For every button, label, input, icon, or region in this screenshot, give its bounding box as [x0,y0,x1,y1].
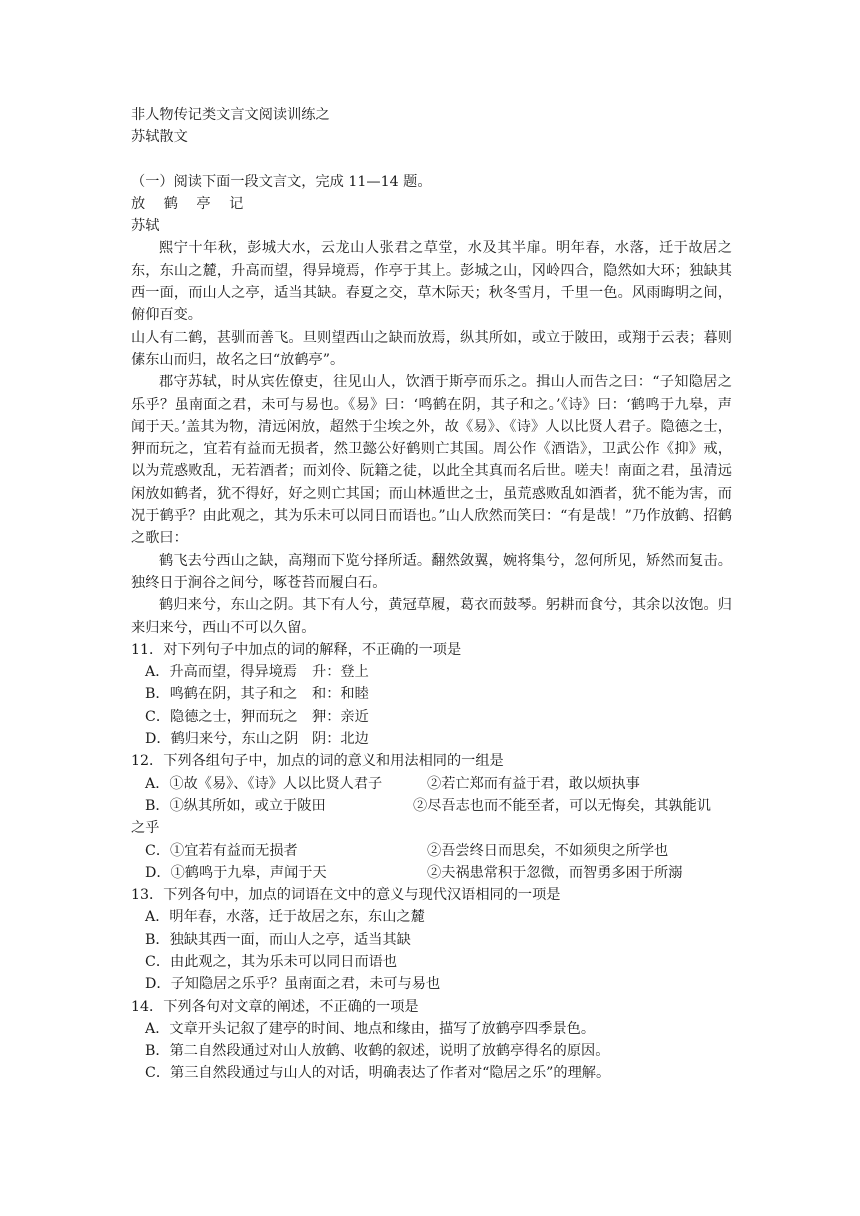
option-first: D．①鹤鸣于九皋，声闻于天 [145,864,327,881]
question-14-option-b: B．第二自然段通过对山人放鹤、收鹤的叙述，说明了放鹤亭得名的原因。 [145,1043,610,1060]
question-14-option-c: C．第三自然段通过与山人的对话，明确表达了作者对“隐居之乐”的理解。 [145,1065,611,1082]
option-gloss: 升：登上 [312,664,369,681]
option-second: ②夫祸患常积于忽微，而智勇多困于所溺 [427,864,683,881]
option-sentence: B．鸣鹤在阴，其子和之 [145,686,298,703]
question-14-option-a: A．文章开头记叙了建亭的时间、地点和缘由，描写了放鹤亭四季景色。 [145,1020,596,1037]
question-11-option-c [131,706,732,728]
essay-title: 放 鹤 亭 记 [131,195,251,212]
option-sentence: D．鹤归来兮，东山之阴 [145,731,299,748]
passage-paragraph-4: 鹤飞去兮西山之缺，高翔而下览兮择所适。翻然敛翼，婉将集兮，忽何所见，矫然而复击。独终日于涧谷之间兮，啄苍苔而履白石。 [131,552,732,591]
option-second: ②若亡郑而有益于君，敢以烦执事 [427,775,640,792]
document-title-line1: 非人物传记类文言文阅读训练之 [131,107,330,123]
question-11-stem: 11．对下列句子中加点的词的解释，不正确的一项是 [131,641,462,658]
question-13-option-a: A．明年春，水落，迁于故居之东，东山之麓 [145,909,425,926]
passage-paragraph-5: 鹤归来兮，东山之阴。其下有人兮，黄冠草履，葛衣而鼓琴。躬耕而食兮，其余以汝饱。归来归来兮，西山不可以久留。 [131,597,732,636]
question-13-option-c: C．由此观之，其为乐未可以同日而语也 [145,953,398,970]
document-title-line2: 苏轼散文 [131,129,188,146]
essay-author: 苏轼 [131,218,160,235]
passage-paragraph-3: 郡守苏轼，时从宾佐僚吏，往见山人，饮酒于斯亭而乐之。揖山人而告之曰：“子知隐居之乐乎？虽南面之君，未可与易也。《易》曰：‘鸣鹤在阴，其子和之。’《诗》曰：‘鹤鸣于九皋，声闻于天。’盖其为物，清远闲放，超然于尘埃之外，故《易》、《诗》人以比贤人君子。隐德之士，狎而玩之，宜若有益而无损者，然卫懿公好鹤则亡其国。周公作《酒诰》，卫武公作《抑》戒，以为荒惑败乱，无若酒者；而刘伶、阮籍之徒，以此全其真而名后世。嗟夫！南面之君，虽清远闲放如鹤者，犹不得好，好之则亡其国；而山林遁世之士，虽荒惑败乱如酒者，犹不能为害，而况于鹤乎？由此观之，其为乐未可以同日而语也。”山人欣然而笑曰：“有是哉！”乃作放鹤、招鹤之歌曰： [131,374,732,547]
option-gloss: 阴：北边 [312,731,369,748]
option-first: A．①故《易》、《诗》人以比贤人君子 [145,775,383,792]
spacer [131,149,732,171]
question-13-stem: 13．下列各句中，加点的词语在文中的意义与现代汉语相同的一项是 [131,887,561,904]
question-13-option-b: B．独缺其西一面，而山人之亭，适当其缺 [145,931,411,948]
question-12-option-d [131,862,732,884]
section-intro: （一）阅读下面一段文言文，完成 11—14 题。 [131,173,432,190]
document-body [131,104,732,1085]
question-11-option-d [131,728,732,750]
option-gloss: 和：和睦 [312,686,369,703]
option-gloss: 狎：亲近 [312,708,369,725]
passage-paragraph-2: 山人有二鹤，甚驯而善飞。旦则望西山之缺而放焉，纵其所如，或立于陂田，或翔于云表；暮则傃东山而归，故名之曰“放鹤亭”。 [131,329,732,368]
question-12-option-b-wrap: 之乎 [131,820,160,837]
option-sentence: C．隐德之士，狎而玩之 [145,708,298,725]
question-12-option-b [131,795,732,817]
option-second: ②尽吾志也而不能至者，可以无悔矣，其孰能讥 [413,797,711,814]
question-12-option-c [131,840,732,862]
question-12-stem: 12．下列各组句子中，加点的词的意义和用法相同的一组是 [131,753,504,770]
question-12-option-a [131,773,732,795]
question-13-option-d: D．子知隐居之乐乎？虽南面之君，未可与易也 [145,976,441,993]
option-first: C．①宜若有益而无损者 [145,842,298,859]
question-11-option-b [131,683,732,705]
option-second: ②吾尝终日而思矣，不如须臾之所学也 [427,842,669,859]
passage-paragraph-1: 熙宁十年秋，彭城大水，云龙山人张君之草堂，水及其半扉。明年春，水落，迁于故居之东，东山之麓，升高而望，得异境焉，作亭于其上。彭城之山，冈岭四合，隐然如大环；独缺其西一面，而山人之亭，适当其缺。春夏之交，草木际天；秋冬雪月，千里一色。风雨晦明之间，俯仰百变。 [131,240,732,324]
question-11-option-a [131,661,732,683]
question-14-stem: 14．下列各句对文章的阐述，不正确的一项是 [131,998,419,1015]
option-first: B．①纵其所如，或立于陂田 [145,797,326,814]
option-sentence: A．升高而望，得异境焉 [145,664,298,681]
